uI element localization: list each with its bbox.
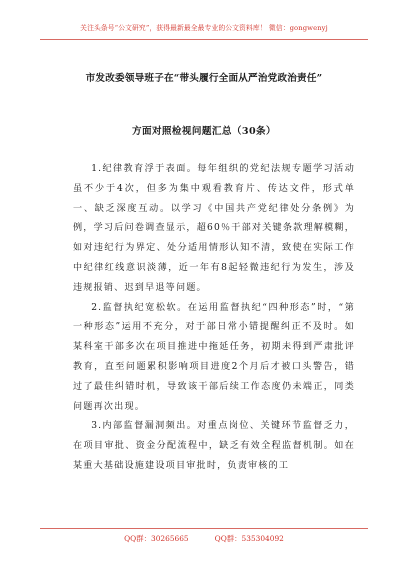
footer-qq-group-2: QQ群：535304092 (214, 534, 284, 543)
header-divider (40, 39, 368, 40)
document-body (73, 160, 355, 477)
paragraph-3: 3.内部监督漏洞频出。对重点岗位、关键环节监督乏力，在项目审批、资金分配流程中，缺乏有效全程监督机制。如在某重大基础设施建设项目审批时，负责审核的工 (73, 421, 355, 471)
footer-divider (40, 528, 368, 529)
document-title-line-1: 市发改委领导班子在“带头履行全面从严治党政治责任” (85, 73, 323, 84)
footer (40, 533, 368, 544)
header-banner: 关注头条号“公文研究”，获得最新最全最专业的公文资料库！ 微信：gongwenyj (80, 24, 328, 32)
footer-qq-group-1: QQ群：30265665 (124, 534, 189, 543)
paragraph-2: 2.监督执纪宽松软。在运用监督执纪“四种形态”时，“第一种形态”运用不充分，对于部日常小错提醒纠正不及时。如某科室干部多次在项目推进中拖延任务，初期未得到严肃批评教育，直至问题累积影响项目进度2个月后才被口头警告，错过了最佳纠错时机，导致该干部后续工作态度仍未端正，同类问题再次出现。 (73, 302, 355, 412)
document-title-line-2: 方面对照检视问题汇总（30条） (131, 126, 277, 137)
paragraph-1: 1.纪律教育浮于表面。每年组织的党纪法规专题学习活动虽不少于4次，但多为集中观看教育片、传达文件，形式单一、缺乏深度互动。以学习《中国共产党纪律处分条例》为例，学习后问卷调查显示，超60％干部对关键条款理解模糊，如对违纪行为界定、处分适用情形认知不清，致使在实际工作中纪律红线意识淡薄，近一年有8起轻微违纪行为发生，涉及违规报销、迟到早退等问题。 (73, 164, 355, 293)
